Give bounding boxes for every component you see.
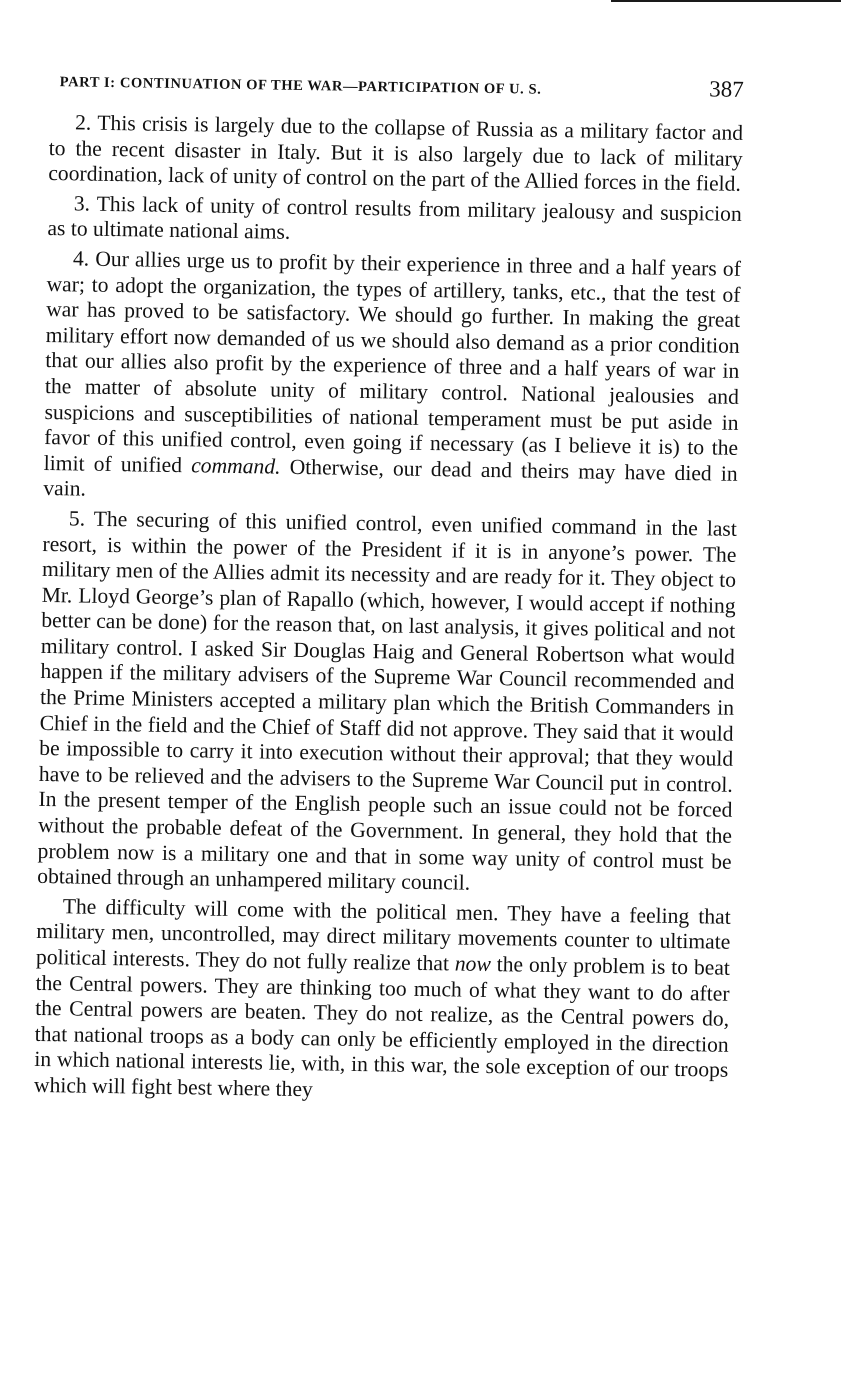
paragraph-difficulty-text-before: The difficulty will come with the political men. They have a feeling that military men, uncontrolled, may direct military movements counter to ultimate political interests. They do not fully realize that [35,894,731,976]
paragraph-difficulty-text-after: the only problem is to beat the Central powers. They are thinking too much of what they want to do after the Central powers are beaten. They do not realize, as the Central powers do, that national troops as a body can only be efficiently employed in the direction in which national interests lie, with, in this war, the sole exception of our troops which will fight best where they [33,952,731,1102]
paragraph-4 [43,246,741,513]
running-title: PART I: CONTINUATION OF THE WAR—PARTICIPATION OF U. S. [59,74,542,98]
page-edge-rule [611,0,841,2]
paragraph-4-text-after: Otherwise, our dead and theirs may have died in vain. [43,454,738,501]
document-page [34,66,744,1113]
emphasis-now: now [454,951,492,977]
paragraph-5: 5. The securing of this unified control, even unified command in the last resort, is within the power of the President if it is in anyone’s power. The military men of the Allies admit its necessity and are ready for it. They object to Mr. Lloyd George’s plan of Rapallo (which, however, I would accept if nothing better can be done) for the reason that, on last analysis, it gives political and not military control. I asked Sir Douglas Haig and General Robertson what would happen if the military advisers of the Supreme War Council recommended and the Prime Ministers accepted a military plan which the British Commanders in Chief in the field and the Chief of Staff did not approve. They said that it would be impossible to carry it into execution without their approval; that they would have to be relieved and the advisers to the Supreme War Council put in control. In the present temper of the English people such an issue could not be forced without the probable defeat of the Government. In general, they hold that the problem now is a military one and that in some way unity of control must be obtained through an unhampered military council. [37,506,738,895]
paragraph-difficulty [34,894,731,1110]
paragraph-3: 3. This lack of unity of control results from military jealousy and suspicion as to ultimate national aims. [47,191,742,245]
paragraph-4-text-before: 4. Our allies urge us to profit by their experience in three and a half years of war; to adopt the organization, the types of artillery, tanks, etc., that the test of war has proved to be satisfactory. We should go further. In making the great military effort now demanded of us we should also demand as a prior condition that our allies also profit by the experience of three and a half years of war in the matter of absolute unity of military control. National jealousies and suspicions and susceptibilities of national temperament must be put aside in favor of this unified control, even going if necessary (as I believe it is) to the limit of unified [43,246,742,477]
paragraph-2: 2. This crisis is largely due to the collapse of Russia as a military factor and to the recent disaster in Italy. But it is also largely due to lack of military coordination, lack of unity of control on the part of the Allied forces in the field. [48,110,744,197]
emphasis-command: command. [190,452,281,479]
page-number: 387 [709,76,744,102]
running-header [60,66,744,107]
